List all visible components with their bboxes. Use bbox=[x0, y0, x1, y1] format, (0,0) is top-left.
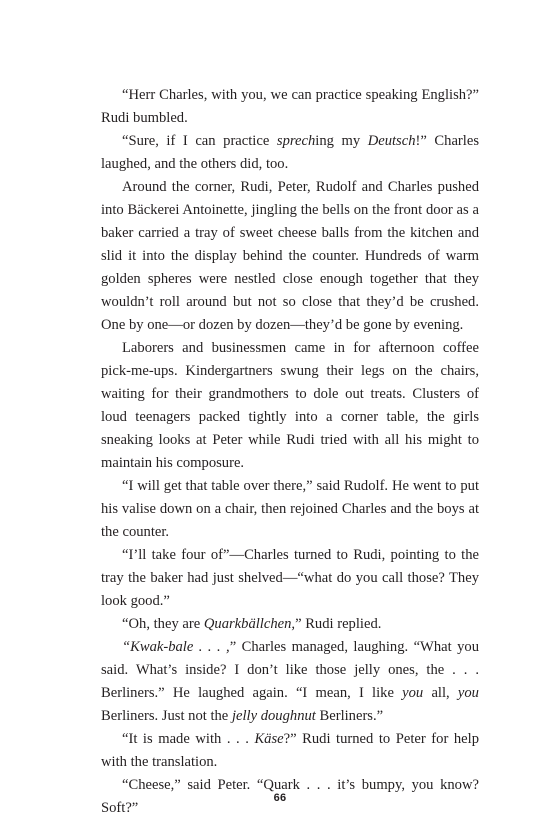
body-text bbox=[101, 84, 479, 820]
italic-text-run: sprech bbox=[276, 133, 316, 149]
italic-text-run: you bbox=[402, 685, 424, 701]
paragraph bbox=[101, 728, 479, 774]
text-run: ing my bbox=[315, 133, 368, 149]
text-run: all, bbox=[423, 685, 458, 701]
paragraph bbox=[101, 475, 479, 544]
italic-text-run: Quarkbällchen, bbox=[203, 616, 296, 632]
italic-text-run: Käse bbox=[254, 731, 284, 747]
text-run: ?” Rudi turned to Peter for help with the translation. bbox=[101, 731, 479, 770]
paragraph bbox=[101, 84, 479, 130]
italic-text-run: “Kwak-bale . . . , bbox=[122, 639, 230, 655]
text-run: Laborers and businessmen came in for afternoon coffee pick-me-ups. Kindergartners swung their legs on the chairs, waiting for their grandmothers to dole out treats. Clusters of loud teenagers packed tightly into a corner table, the girls sneaking looks at Peter while Rudi tried with all his might to maintain his composure. bbox=[101, 340, 479, 471]
text-run: “I will get that table over there,” said Rudolf. He went to put his valise down on a chair, then rejoined Charles and the boys at the counter. bbox=[101, 478, 479, 540]
text-run: “Herr Charles, with you, we can practice speaking English?” Rudi bumbled. bbox=[101, 87, 479, 126]
text-run: ” Charles managed, laughing. “What you said. What’s inside? I don’t like those jelly ones, the . . . Berliners.” He laughed again. “I mean, I like bbox=[101, 639, 479, 701]
text-run: Around the corner, Rudi, Peter, Rudolf and Charles pushed into Bäckerei Antoinette, jingling the bells on the front door as a baker carried a tray of sweet cheese balls from the kitchen and slid it into the display behind the counter. Hundreds of warm golden spheres were nestled close enough together that they wouldn’t roll around but not so close that they’d be crushed. One by one—or dozen by dozen—they’d be gone by evening. bbox=[101, 179, 479, 333]
text-run: “Cheese,” said Peter. “Quark . . . it’s bumpy, you know? Soft?” bbox=[101, 777, 479, 816]
text-run: “I’ll take four of”—Charles turned to Rudi, pointing to the tray the baker had just shelved—“what do you call those? They look good.” bbox=[101, 547, 479, 609]
paragraph bbox=[101, 544, 479, 613]
page-number: 66 bbox=[273, 792, 287, 804]
text-run: Berliners. Just not the bbox=[101, 708, 232, 724]
paragraph bbox=[101, 613, 479, 636]
text-run: “It is made with . . . bbox=[122, 731, 255, 747]
paragraph bbox=[101, 130, 479, 176]
paragraph bbox=[101, 636, 479, 728]
text-run: ” Rudi replied. bbox=[295, 616, 382, 632]
text-run: !” Charles laughed, and the others did, too. bbox=[101, 133, 479, 172]
italic-text-run: jelly doughnut bbox=[231, 708, 316, 724]
paragraph bbox=[101, 337, 479, 475]
italic-text-run: you bbox=[457, 685, 479, 701]
paragraph bbox=[101, 176, 479, 337]
text-run: Berliners.” bbox=[315, 708, 384, 724]
text-run: “Sure, if I can practice bbox=[122, 133, 277, 149]
text-run: “Oh, they are bbox=[122, 616, 204, 632]
italic-text-run: Deutsch bbox=[367, 133, 416, 149]
